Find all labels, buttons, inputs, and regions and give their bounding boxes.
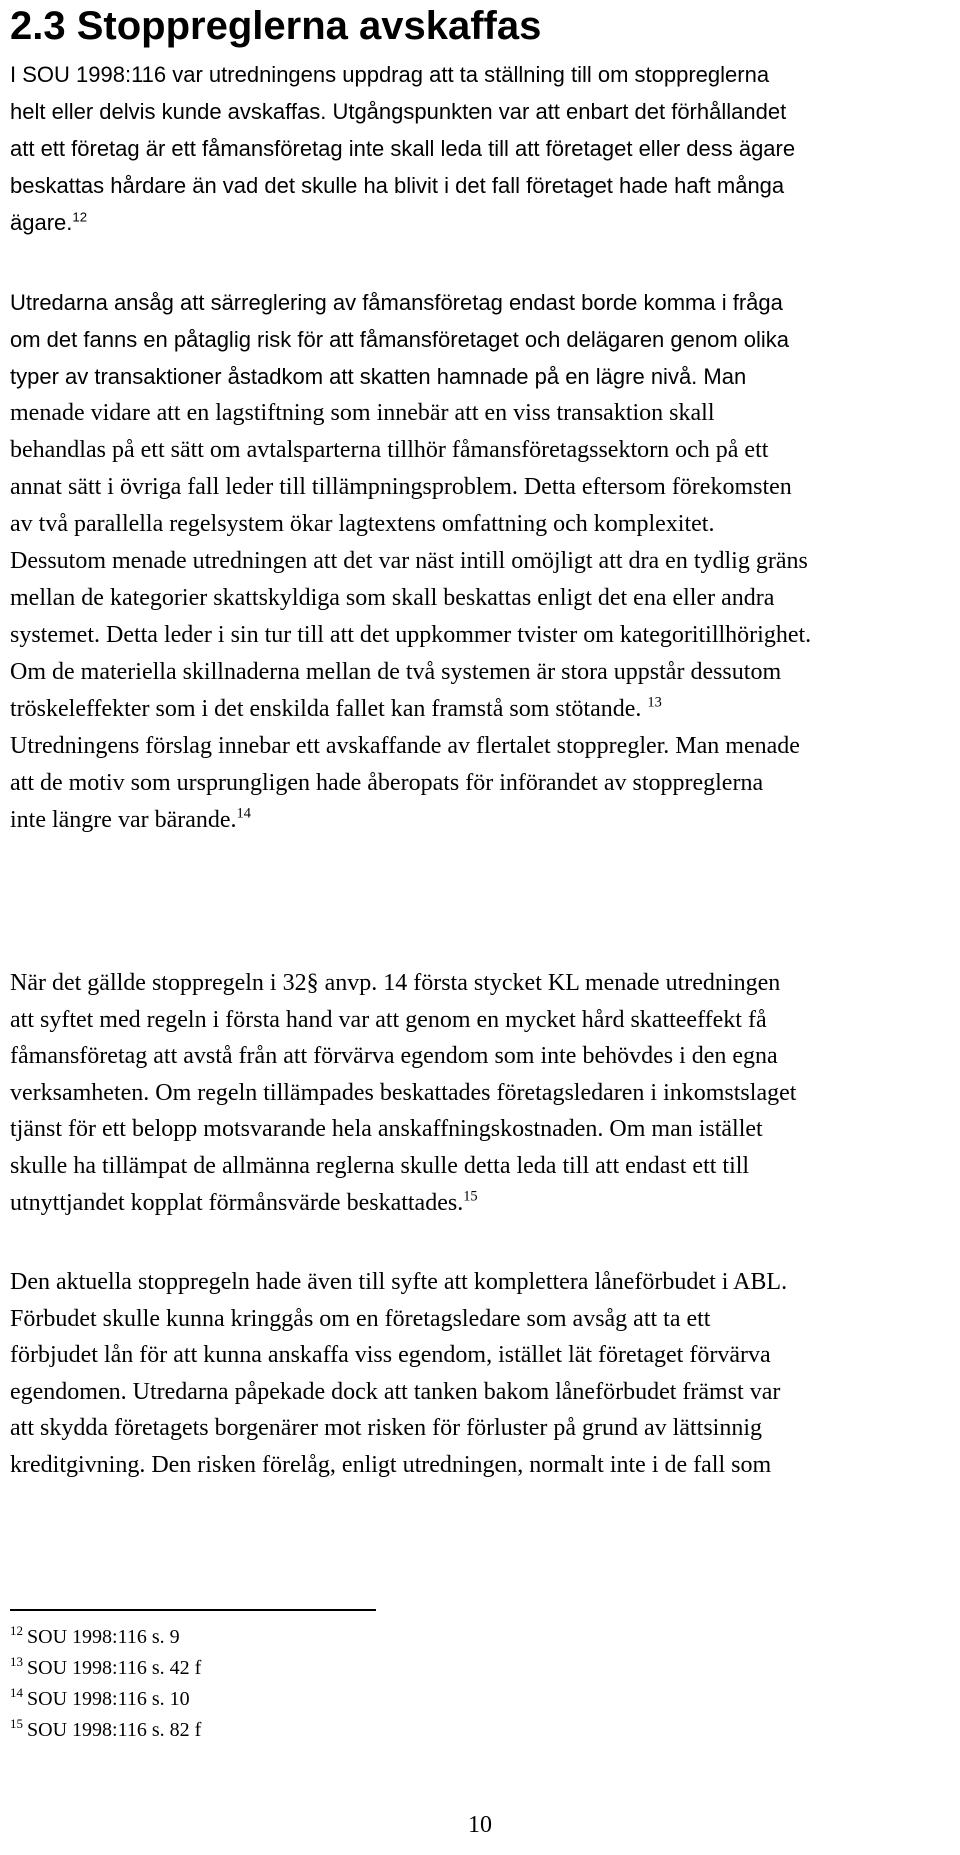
footnote-number: 14	[10, 1685, 23, 1700]
paragraph-line-text: tröskeleffekter som i det enskilda fallet kan framstå som stötande.	[10, 696, 642, 722]
footnote-text: SOU 1998:116 s. 9	[27, 1626, 180, 1648]
paragraph-line: Den aktuella stoppregeln hade även till syfte att komplettera låneförbudet i ABL.	[10, 1269, 788, 1295]
paragraph-line: menade vidare att en lagstiftning som innebär att en viss transaktion skall	[10, 400, 715, 426]
paragraph-line: Utredarna ansåg att särreglering av fåmansföretag endast borde komma i fråga	[10, 290, 783, 315]
footnote-ref-12: 12	[72, 209, 88, 225]
footnote-number: 12	[10, 1623, 23, 1638]
paragraph-line: beskattas hårdare än vad det skulle ha blivit i det fall företaget hade haft många	[10, 173, 785, 198]
paragraph-line	[10, 691, 955, 728]
paragraph-line: kreditgivning. Den risken förelåg, enligt utredningen, normalt inte i de fall som	[10, 1451, 772, 1478]
footnote-number: 15	[10, 1716, 23, 1731]
paragraph-4	[10, 1264, 955, 1484]
paragraph-line	[10, 1185, 955, 1222]
paragraph-line: fåmansföretag att avstå från att förvärva egendom som inte behövdes i den egna	[10, 1043, 778, 1070]
section-heading: 2.3 Stoppreglerna avskaffas	[10, 4, 542, 48]
paragraph-line: skulle ha tillämpat de allmänna reglerna skulle detta leda till att endast ett till	[10, 1152, 750, 1179]
footnote-ref-14: 14	[236, 805, 251, 822]
footnote-text: SOU 1998:116 s. 82 f	[27, 1719, 202, 1741]
paragraph-line: att ett företag är ett fåmansföretag inte skall leda till att företaget eller dess ägare	[10, 136, 796, 161]
paragraph-2	[10, 284, 955, 839]
paragraph-line: av två parallella regelsystem ökar lagtextens omfattning och komplexitet.	[10, 511, 715, 537]
paragraph-line: egendomen. Utredarna påpekade dock att tanken bakom låneförbudet främst var	[10, 1378, 781, 1405]
footnote-text: SOU 1998:116 s. 42 f	[27, 1657, 202, 1679]
paragraph-line: typer av transaktioner åstadkom att skatten hamnade på en lägre nivå. Man	[10, 364, 747, 389]
footnote-separator	[10, 1609, 376, 1611]
paragraph-line: Utredningens förslag innebar ett avskaffande av flertalet stoppregler. Man menade	[10, 733, 800, 759]
paragraph-line: att syftet med regeln i första hand var att genom en mycket hård skatteeffekt få	[10, 1006, 767, 1033]
paragraph-line: att de motiv som ursprungligen hade åberopats för införandet av stoppreglerna	[10, 770, 764, 796]
paragraph-line: verksamheten. Om regeln tillämpades beskattades företagsledaren i inkomstslaget	[10, 1079, 797, 1106]
page-number: 10	[468, 1812, 492, 1838]
footnote-item	[10, 1622, 201, 1653]
paragraph-line: Om de materiella skillnaderna mellan de två systemen är stora uppstår dessutom	[10, 659, 782, 685]
paragraph-line-text: ägare.	[10, 210, 73, 235]
paragraph-3	[10, 965, 955, 1221]
paragraph-line: att skydda företagets borgenärer mot risken för förluster på grund av lättsinnig	[10, 1415, 763, 1442]
paragraph-line-text: inte längre var bärande.	[10, 807, 237, 833]
paragraph-line: förbjudet lån för att kunna anskaffa viss egendom, istället lät företaget förvärva	[10, 1342, 771, 1369]
paragraph-line: om det fanns en påtaglig risk för att fåmansföretaget och delägaren genom olika	[10, 327, 790, 352]
paragraph-line	[10, 802, 955, 839]
paragraph-line: I SOU 1998:116 var utredningens uppdrag att ta ställning till om stoppreglerna	[10, 62, 770, 87]
footnote-item	[10, 1715, 201, 1746]
paragraph-line: helt eller delvis kunde avskaffas. Utgångspunkten var att enbart det förhållandet	[10, 99, 787, 124]
footnote-item	[10, 1684, 201, 1715]
footnote-ref-15: 15	[463, 1188, 478, 1205]
paragraph-line: Förbudet skulle kunna kringgås om en företagsledare som avsåg att ta ett	[10, 1305, 711, 1332]
footnote-text: SOU 1998:116 s. 10	[27, 1688, 190, 1710]
paragraph-line: mellan de kategorier skattskyldiga som skall beskattas enligt det ena eller andra	[10, 585, 775, 611]
paragraph-line: behandlas på ett sätt om avtalsparterna tillhör fåmansföretagssektorn och på ett	[10, 437, 769, 463]
paragraph-line: tjänst för ett belopp motsvarande hela anskaffningskostnaden. Om man istället	[10, 1116, 763, 1143]
paragraph-line-text: utnyttjandet kopplat förmånsvärde beskattades.	[10, 1189, 464, 1216]
paragraph-line: annat sätt i övriga fall leder till tillämpningsproblem. Detta eftersom förekomsten	[10, 474, 792, 500]
paragraph-line: Dessutom menade utredningen att det var näst intill omöjligt att dra en tydlig gräns	[10, 548, 808, 574]
footnote-ref-13: 13	[647, 694, 662, 711]
paragraph-1	[10, 56, 955, 241]
footnote-number: 13	[10, 1654, 23, 1669]
paragraph-line: När det gällde stoppregeln i 32§ anvp. 14 första stycket KL menade utredningen	[10, 970, 781, 996]
footnotes	[10, 1622, 201, 1746]
paragraph-line: systemet. Detta leder i sin tur till att det uppkommer tvister om kategoritillhörighet.	[10, 622, 812, 648]
footnote-item	[10, 1653, 201, 1684]
paragraph-line	[10, 204, 955, 241]
